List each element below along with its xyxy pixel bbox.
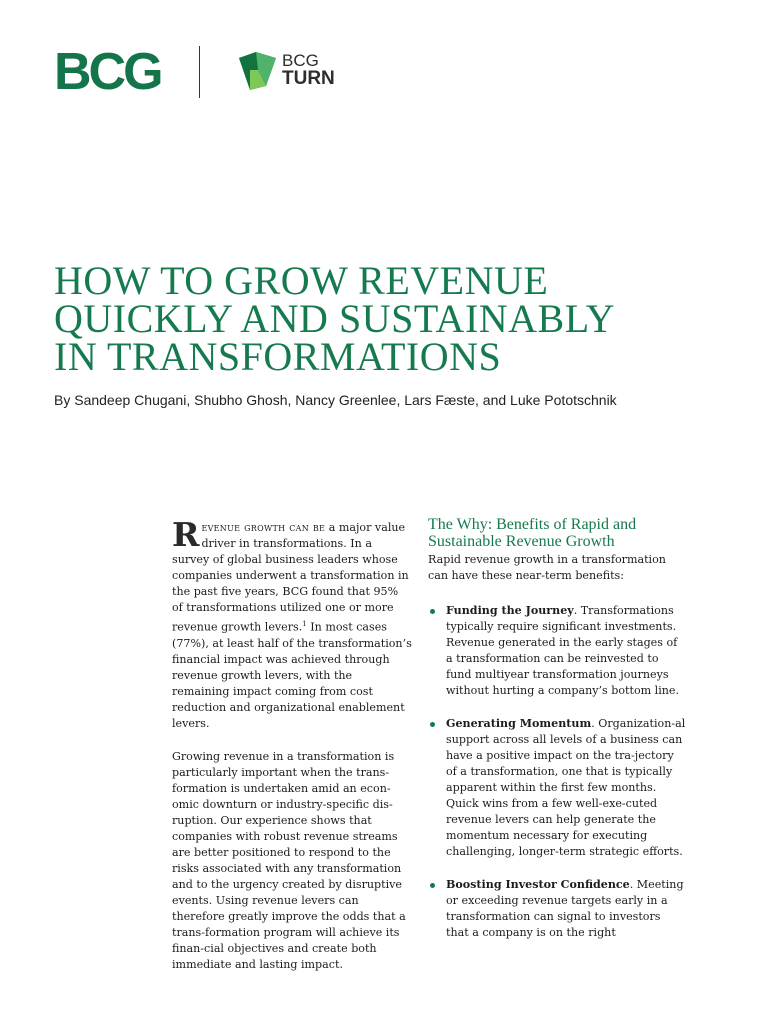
body-paragraph: Growing revenue in a transformation is particularly important when the trans-formation is undertaken amid an econ-omic downturn or industry-specific dis-ruption. Our experience shows that companies with robust revenue streams are better positioned to respond to the risks associated with any transformation and to the urgency created by disruptive events. Using revenue levers can therefore greatly improve the odds that a trans-formation program will achieve its finan-cial objectives and create both immediate and lasting impact. [172,749,406,971]
intro-paragraph [172,515,412,732]
list-item [428,603,686,699]
bullet-icon [430,722,435,727]
turn-wordmark-line1: BCG [282,51,319,70]
lead-smallcaps: evenue growth can be [201,521,326,534]
bcg-turn-wordmark [282,52,335,88]
title-line: IN TRANSFORMATIONS [54,334,502,379]
intro-text: a major value driver in transformations. In a survey of global business leaders whose companies underwent a transformation in the past five years, BCG found that 95% of transformations utilized one or more revenue growth levers. [172,521,409,634]
bullet-heading: Funding the Journey [446,604,574,617]
bullet-heading: Generating Momentum [446,717,592,730]
drop-cap: R [172,515,200,554]
turn-shield-icon [236,50,278,92]
page-header [54,44,454,100]
bullet-heading: Boosting Investor Confidence [446,878,630,891]
bullet-icon [430,883,435,888]
article-title [54,258,734,379]
intro-text-end: In most cases (77%), at least half of the transformation’s financial impact was achieved through revenue growth levers, with the remaining impact coming from cost reduction and organizational enablement levers. [172,620,412,730]
title-line: HOW TO GROW REVENUE [54,258,549,303]
right-column [428,516,686,958]
benefits-list [428,603,686,941]
bullet-body: . Meeting or exceeding revenue targets early in a transformation can signal to investors that a company is on the right [446,878,684,939]
list-item [428,716,686,860]
section-heading: The Why: Benefits of Rapid and Sustainable Revenue Growth [428,516,637,550]
turn-wordmark-line2: TURN [282,68,335,89]
logo-divider [199,46,200,98]
bullet-body: . Organization-al support across all levels of a business can have a positive impact on the tra-jectory of a transformation, one that is typically apparent within the first few months. Quick wins from a few well-exe-cuted revenue levers can help generate the momentum necessary for executing challenging, longer-term strategic efforts. [446,717,686,858]
bcg-logo: BCG [54,43,161,101]
title-line: QUICKLY AND SUSTAINABLY [54,296,616,341]
footnote-marker: 1 [302,620,307,628]
left-column [172,515,412,990]
list-item [428,877,686,941]
section-intro: Rapid revenue growth in a transformation can have these near-term benefits: [428,553,666,582]
bullet-icon [430,609,435,614]
bullet-body: . Transformations typically require significant investments. Revenue generated in the early stages of a transformation can be reinvested to fund multiyear transformation journeys without hurting a company’s bottom line. [446,604,680,697]
byline: By Sandeep Chugani, Shubho Ghosh, Nancy Greenlee, Lars Fæste, and Luke Pototschnik [54,392,617,408]
